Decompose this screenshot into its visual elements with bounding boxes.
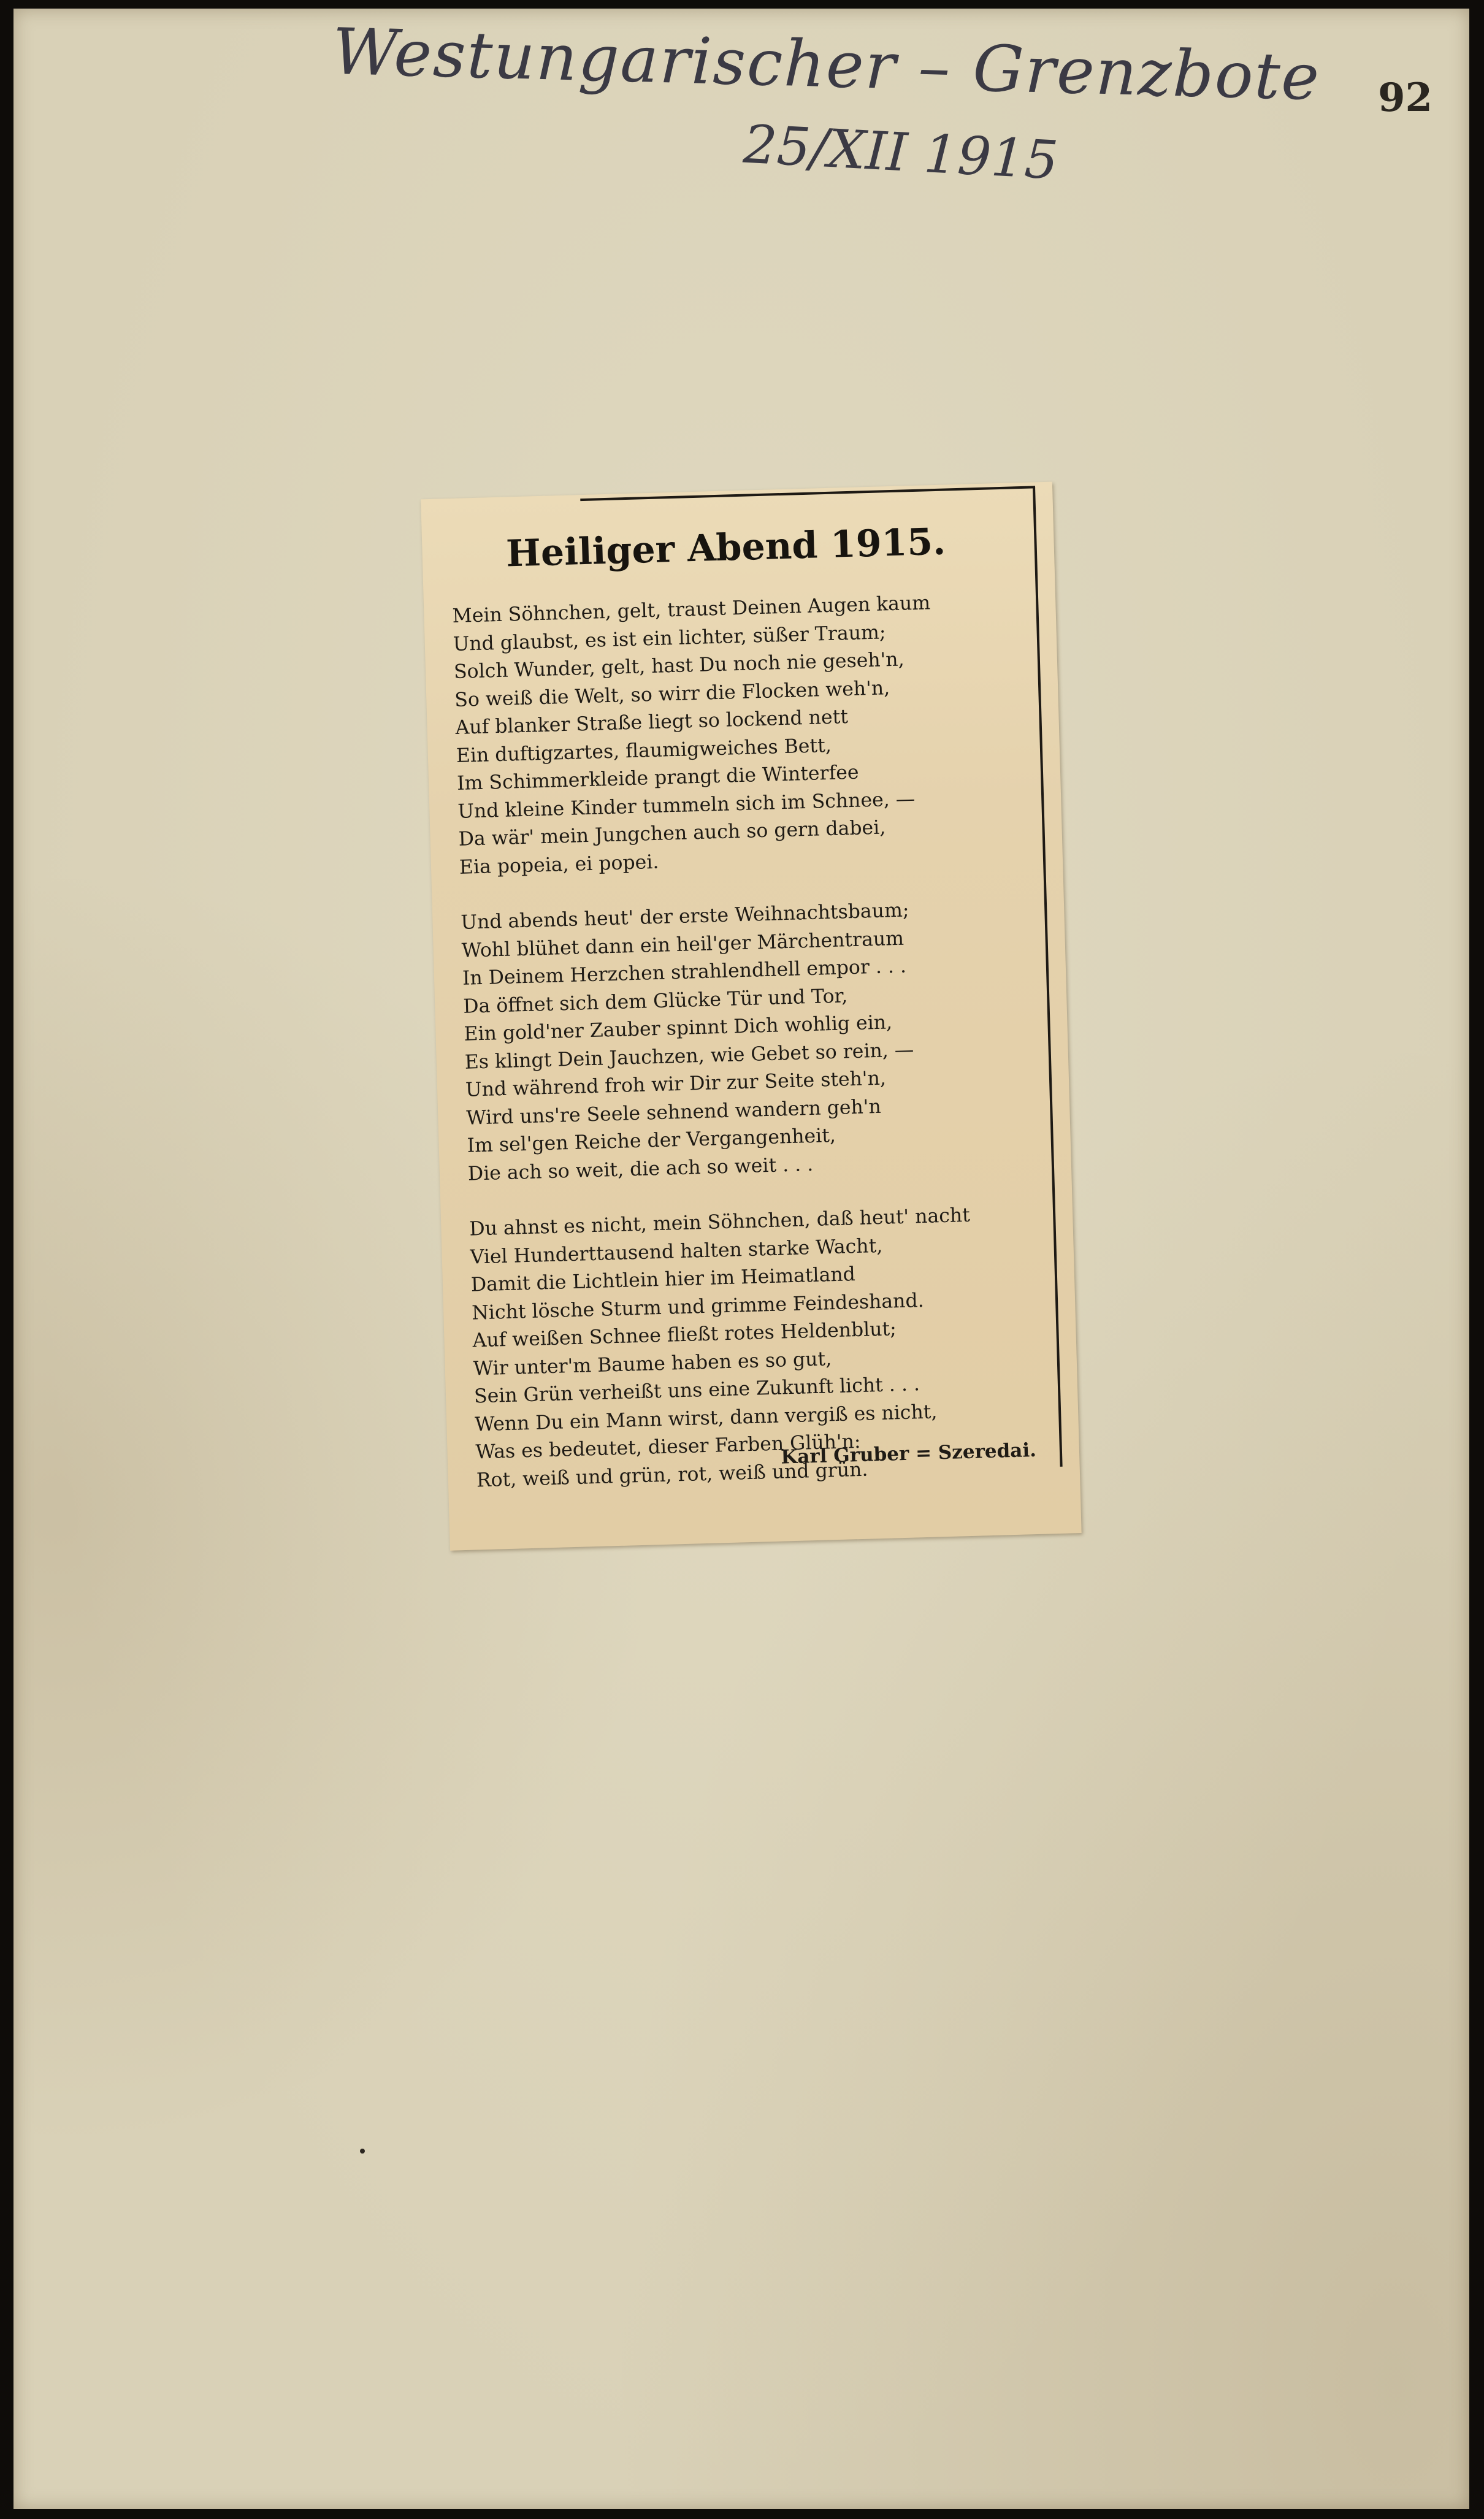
poem-line: Es klingt Dein Jauchzen, wie Gebet so rein, — xyxy=(464,1038,914,1074)
poem-line: Wir unter'm Baume haben es so gut, xyxy=(473,1347,832,1380)
poem-line: Viel Hunderttausend halten starke Wacht, xyxy=(470,1234,883,1269)
poem-line: Wohl blühet dann ein heil'ger Märchentraum xyxy=(461,927,905,962)
poem-stanza-1 xyxy=(452,587,1042,882)
poem-line: Im Schimmerkleide prangt die Winterfee xyxy=(456,761,859,795)
poem-line: Ein duftigzartes, flaumigweiches Bett, xyxy=(456,734,832,767)
poem-stanza-2 xyxy=(461,893,1050,1188)
poem-line: In Deinem Herzchen strahlendhell empor . . . xyxy=(462,955,907,990)
poem-line: Und während froh wir Dir zur Seite steh'n, xyxy=(465,1067,887,1101)
poem-line: Und glaubst, es ist ein lichter, süßer Traum; xyxy=(453,621,886,656)
poem-line: Auf weißen Schnee fließt rotes Heldenblut; xyxy=(472,1318,897,1352)
poem-line: Ein gold'ner Zauber spinnt Dich wohlig ein, xyxy=(464,1011,893,1045)
poem-line: Solch Wunder, gelt, hast Du noch nie geseh'n, xyxy=(453,648,905,683)
paper-speck xyxy=(360,2149,365,2154)
poem-line: Und kleine Kinder tummeln sich im Schnee, — xyxy=(457,787,916,823)
poem-line: Was es bedeutet, dieser Farben Glüh'n: xyxy=(475,1430,861,1464)
poem-line: Wenn Du ein Mann wirst, dann vergiß es nicht, xyxy=(474,1400,938,1435)
poem-line: Eia popeia, ei popei. xyxy=(459,850,659,879)
poem-line: Da wär' mein Jungchen auch so gern dabei, xyxy=(458,816,886,850)
poem-line: Wird uns're Seele sehnend wandern geh'n xyxy=(465,1095,882,1130)
poem-line: Im sel'gen Reiche der Vergangenheit, xyxy=(467,1124,836,1157)
handwritten-newspaper-title: Westungarischer – Grenzbote xyxy=(331,13,1321,115)
poem-line: Rot, weiß und grün, rot, weiß und grün. xyxy=(476,1458,868,1491)
poem-author: Karl Gruber = Szeredai. xyxy=(780,1439,1037,1469)
poem-line: Die ach so weit, die ach so weit . . . xyxy=(467,1153,814,1185)
poem-line: Auf blanker Straße liegt so lockend nett xyxy=(455,706,849,739)
clipping-top-rule xyxy=(580,486,1035,501)
handwritten-date: 25/XII 1915 xyxy=(741,113,1060,192)
poem-line: Und abends heut' der erste Weihnachtsbaum; xyxy=(461,899,909,934)
poem-line: So weiß die Welt, so wirr die Flocken weh'n, xyxy=(454,676,890,711)
poem-line: Damit die Lichtlein hier im Heimatland xyxy=(470,1263,856,1296)
poem-line: Du ahnst es nicht, mein Söhnchen, daß heut' nacht xyxy=(469,1204,971,1240)
archive-sheet xyxy=(13,9,1469,2509)
poem-line: Sein Grün verheißt uns eine Zukunft licht . . . xyxy=(473,1373,920,1408)
page-number: 92 xyxy=(1378,75,1433,121)
poem-line: Nicht lösche Sturm und grimme Feindeshand. xyxy=(471,1289,925,1324)
newspaper-clipping xyxy=(421,482,1081,1551)
poem-title: Heiliger Abend 1915. xyxy=(505,520,946,576)
poem-line: Mein Söhnchen, gelt, traust Deinen Augen kaum xyxy=(452,592,931,628)
poem-body xyxy=(452,587,1060,1523)
poem-line: Da öffnet sich dem Glücke Tür und Tor, xyxy=(462,984,848,1018)
